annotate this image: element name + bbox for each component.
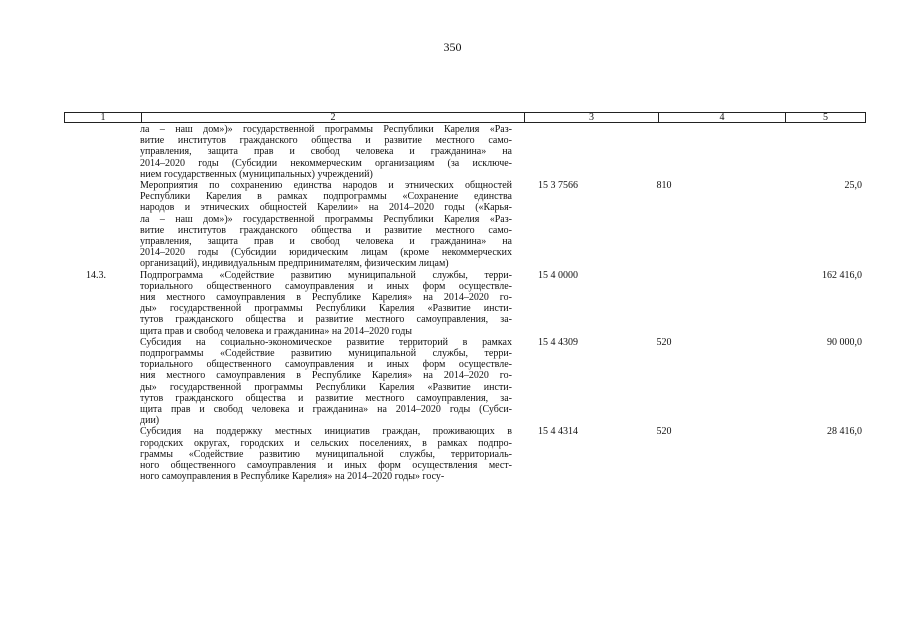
row-code: 15 4 0000: [538, 269, 578, 281]
table-row: [64, 124, 866, 180]
description-line: ториального общественного самоуправления и иных форм осуществле-: [140, 359, 512, 371]
row-type: 520: [656, 426, 672, 438]
table-row: [64, 180, 866, 270]
table-body: [64, 124, 866, 483]
row-description: [140, 180, 512, 270]
row-type: 810: [656, 180, 672, 192]
page-number: 350: [443, 40, 462, 54]
description-line: щита прав и свобод человека и гражданина» на 2014–2020 годы: [140, 325, 413, 337]
row-description: [140, 124, 512, 180]
description-line: ториального общественного самоуправления и иных форм осуществле-: [140, 280, 512, 292]
description-line: управления, защита прав и свобод человека и гражданина» на: [140, 146, 512, 158]
table-header-row: [64, 112, 866, 123]
description-line: ды» государственной программы Республики Карелия «Развитие инсти-: [140, 303, 512, 315]
row-code: 15 4 4309: [538, 336, 578, 348]
description-line: ного самоуправления в Республике Карелия» на 2014–2020 годы» госу-: [140, 471, 445, 483]
row-code: 15 4 4314: [538, 426, 578, 438]
row-type: 520: [656, 336, 672, 348]
description-line: Республики Карелия в рамках подпрограммы «Сохранение единства: [140, 191, 512, 203]
description-line: ды» государственной программы Республики Карелия «Развитие инсти-: [140, 381, 512, 393]
description-line: тутов гражданского общества и развитие местного самоуправления, за-: [140, 392, 512, 404]
description-line: подпрограммы «Содействие развитию муниципальной службы, терри-: [140, 348, 512, 360]
description-line: витие институтов гражданского общества и развитие местного само-: [140, 224, 512, 236]
column-header-4: 4: [719, 112, 725, 123]
column-header-3: 3: [589, 112, 594, 123]
table-row: [64, 426, 866, 482]
description-line: нием государственных (муниципальных) учреждений): [140, 168, 373, 180]
description-line: организаций), индивидуальным предпринимателям, физическим лицам): [140, 258, 449, 270]
description-line: Субсидия на социально-экономическое развитие территорий в рамках: [140, 336, 512, 348]
description-line: 2014–2020 годы (Субсидии юридическим лицам (кроме некоммерческих: [140, 247, 512, 259]
table-row: [64, 337, 866, 427]
description-line: ла – наш дом»)» государственной программы Республики Карелия «Раз-: [140, 213, 512, 225]
row-description: [140, 270, 512, 337]
description-line: щита прав и свобод человека и гражданина» на 2014–2020 годы (Субси-: [140, 404, 512, 416]
description-line: Субсидия на поддержку местных инициатив граждан, проживающих в: [140, 426, 512, 438]
description-line: ния местного самоуправления в Республике Карелия» на 2014–2020 го-: [140, 292, 512, 304]
column-header-2: 2: [330, 112, 336, 123]
row-number: 14.3.: [86, 269, 106, 281]
description-line: городских округах, городских и сельских поселениях, в рамках подпро-: [140, 437, 512, 449]
column-header-5: 5: [823, 112, 828, 123]
description-line: ла – наш дом»)» государственной программы Республики Карелия «Раз-: [140, 124, 512, 135]
column-header-1: 1: [100, 112, 106, 123]
row-amount: 162 416,0: [822, 269, 862, 281]
description-line: народов и этнических общностей Карелии» на 2014–2020 годы («Карья-: [140, 202, 512, 214]
table-row: [64, 270, 866, 337]
row-amount: 90 000,0: [827, 336, 862, 348]
row-description: [140, 337, 512, 427]
description-line: 2014–2020 годы (Субсидии некоммерческим организациям (за исключе-: [140, 157, 512, 169]
description-line: дии): [140, 415, 160, 427]
row-amount: 25,0: [844, 180, 862, 192]
description-line: ного общественного самоуправления и иных форм осуществления мест-: [140, 460, 512, 472]
description-line: ния местного самоуправления в Республике Карелия» на 2014–2020 го-: [140, 370, 512, 382]
row-description: [140, 426, 512, 482]
description-line: управления, защита прав и свобод человека и гражданина» на: [140, 236, 512, 248]
description-line: Мероприятия по сохранению единства народов и этнических общностей: [140, 180, 512, 192]
description-line: витие институтов гражданского общества и развитие местного само-: [140, 135, 512, 147]
description-line: тутов гражданского общества и развитие местного самоуправления, за-: [140, 314, 512, 326]
row-code: 15 3 7566: [538, 180, 578, 192]
description-line: Подпрограмма «Содействие развитию муниципальной службы, терри-: [140, 269, 512, 281]
description-line: граммы «Содействие развитию муниципальной службы, территориаль-: [140, 448, 512, 460]
row-amount: 28 416,0: [827, 426, 862, 438]
